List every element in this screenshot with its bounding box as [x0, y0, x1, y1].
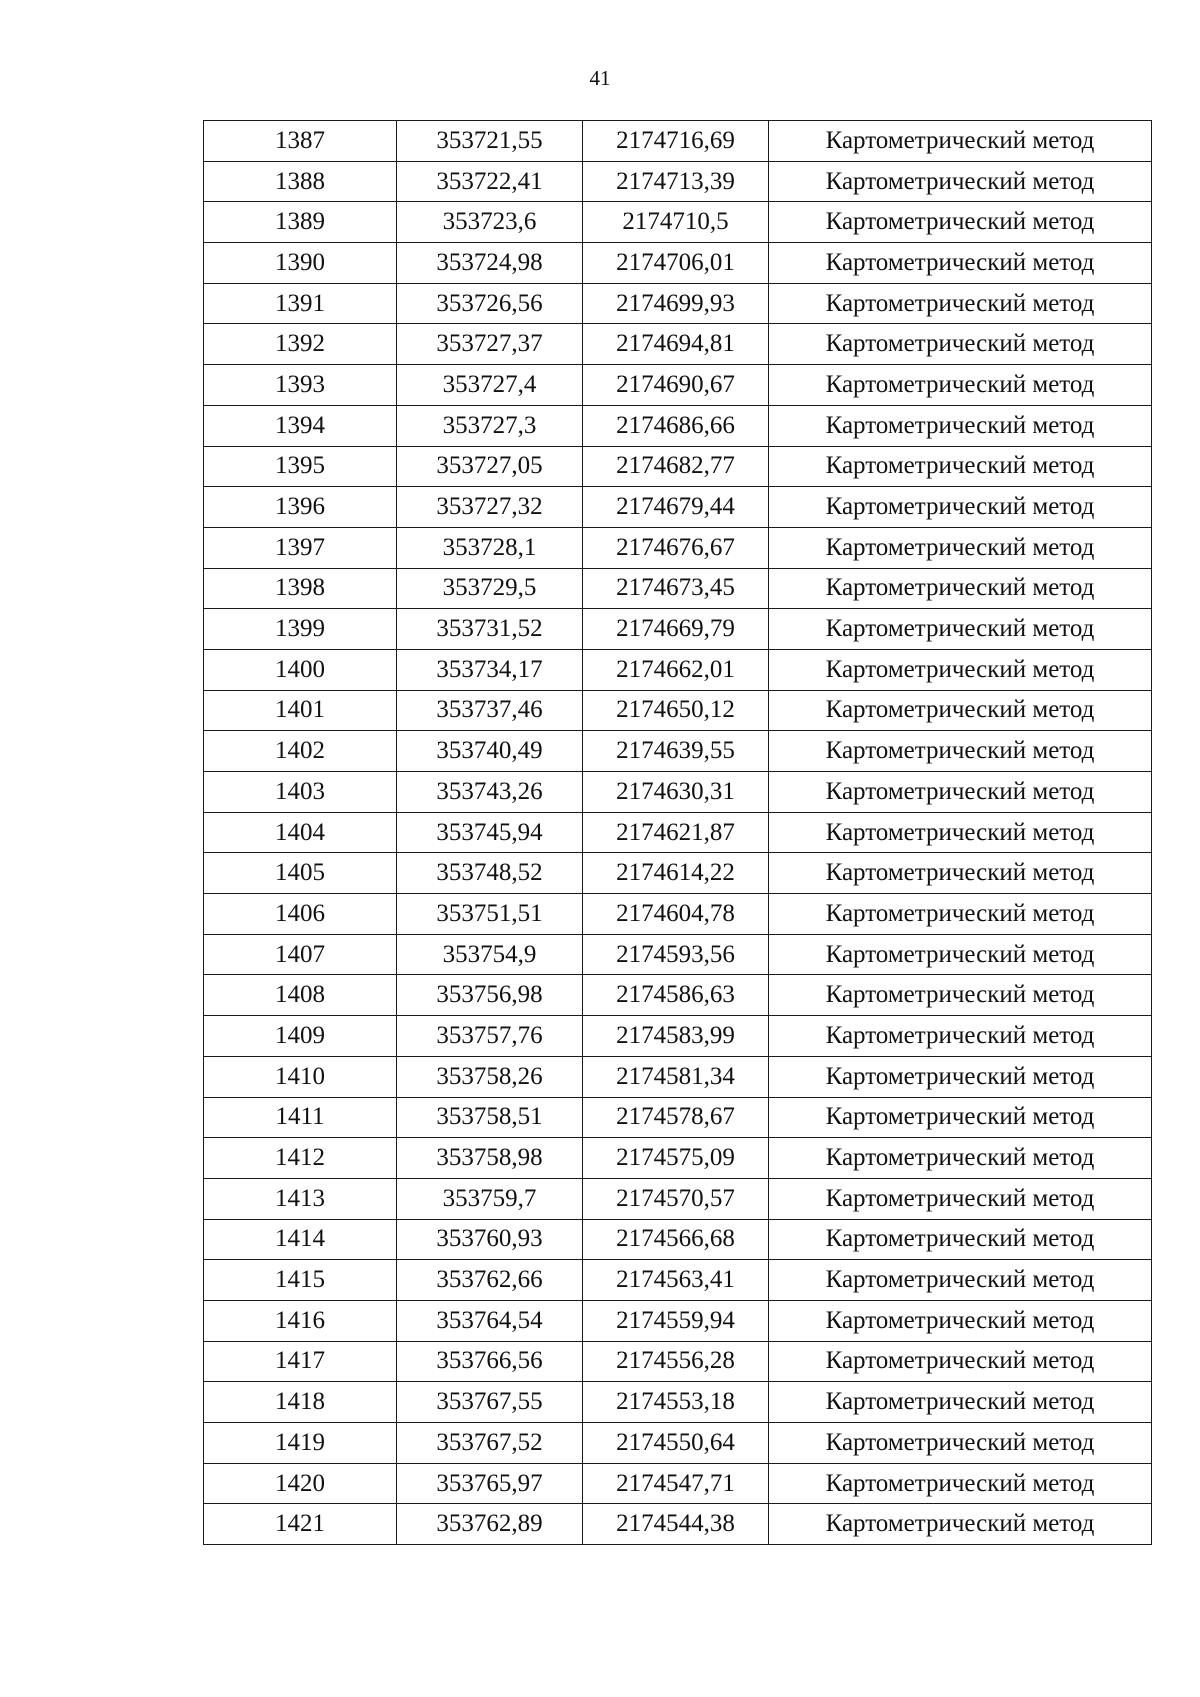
x-coordinate-cell: 353762,89 — [397, 1504, 583, 1545]
table-row — [204, 1300, 1152, 1341]
x-coordinate-cell: 353724,98 — [397, 243, 583, 284]
point-number-cell: 1405 — [204, 853, 397, 894]
y-coordinate-cell: 2174559,94 — [583, 1300, 769, 1341]
point-number-cell: 1415 — [204, 1260, 397, 1301]
x-coordinate-cell: 353727,05 — [397, 446, 583, 487]
table-row — [204, 365, 1152, 406]
table-row — [204, 812, 1152, 853]
x-coordinate-cell: 353748,52 — [397, 853, 583, 894]
y-coordinate-cell: 2174673,45 — [583, 568, 769, 609]
table-row — [204, 649, 1152, 690]
y-coordinate-cell: 2174544,38 — [583, 1504, 769, 1545]
point-number-cell: 1393 — [204, 365, 397, 406]
y-coordinate-cell: 2174614,22 — [583, 853, 769, 894]
method-cell: Картометрический метод — [769, 1463, 1152, 1504]
x-coordinate-cell: 353758,98 — [397, 1138, 583, 1179]
point-number-cell: 1398 — [204, 568, 397, 609]
table-row — [204, 1463, 1152, 1504]
table-row — [204, 1138, 1152, 1179]
point-number-cell: 1394 — [204, 405, 397, 446]
method-cell: Картометрический метод — [769, 365, 1152, 406]
method-cell: Картометрический метод — [769, 1300, 1152, 1341]
point-number-cell: 1414 — [204, 1219, 397, 1260]
point-number-cell: 1396 — [204, 487, 397, 528]
table-row — [204, 1097, 1152, 1138]
y-coordinate-cell: 2174639,55 — [583, 731, 769, 772]
table-row — [204, 243, 1152, 284]
method-cell: Картометрический метод — [769, 1016, 1152, 1057]
y-coordinate-cell: 2174682,77 — [583, 446, 769, 487]
table-row — [204, 405, 1152, 446]
point-number-cell: 1406 — [204, 894, 397, 935]
method-cell: Картометрический метод — [769, 487, 1152, 528]
y-coordinate-cell: 2174575,09 — [583, 1138, 769, 1179]
x-coordinate-cell: 353722,41 — [397, 161, 583, 202]
y-coordinate-cell: 2174694,81 — [583, 324, 769, 365]
method-cell: Картометрический метод — [769, 121, 1152, 162]
point-number-cell: 1400 — [204, 649, 397, 690]
x-coordinate-cell: 353754,9 — [397, 934, 583, 975]
y-coordinate-cell: 2174570,57 — [583, 1178, 769, 1219]
point-number-cell: 1409 — [204, 1016, 397, 1057]
y-coordinate-cell: 2174650,12 — [583, 690, 769, 731]
method-cell: Картометрический метод — [769, 324, 1152, 365]
y-coordinate-cell: 2174547,71 — [583, 1463, 769, 1504]
method-cell: Картометрический метод — [769, 812, 1152, 853]
point-number-cell: 1391 — [204, 283, 397, 324]
x-coordinate-cell: 353765,97 — [397, 1463, 583, 1504]
table-row — [204, 975, 1152, 1016]
point-number-cell: 1412 — [204, 1138, 397, 1179]
method-cell: Картометрический метод — [769, 527, 1152, 568]
point-number-cell: 1407 — [204, 934, 397, 975]
x-coordinate-cell: 353721,55 — [397, 121, 583, 162]
method-cell: Картометрический метод — [769, 690, 1152, 731]
x-coordinate-cell: 353766,56 — [397, 1341, 583, 1382]
x-coordinate-cell: 353737,46 — [397, 690, 583, 731]
x-coordinate-cell: 353727,37 — [397, 324, 583, 365]
method-cell: Картометрический метод — [769, 1178, 1152, 1219]
method-cell: Картометрический метод — [769, 446, 1152, 487]
table-row — [204, 1423, 1152, 1464]
x-coordinate-cell: 353767,55 — [397, 1382, 583, 1423]
point-number-cell: 1410 — [204, 1056, 397, 1097]
table-row — [204, 1504, 1152, 1545]
method-cell: Картометрический метод — [769, 649, 1152, 690]
point-number-cell: 1421 — [204, 1504, 397, 1545]
point-number-cell: 1397 — [204, 527, 397, 568]
y-coordinate-cell: 2174713,39 — [583, 161, 769, 202]
point-number-cell: 1419 — [204, 1423, 397, 1464]
method-cell: Картометрический метод — [769, 1138, 1152, 1179]
y-coordinate-cell: 2174669,79 — [583, 609, 769, 650]
y-coordinate-cell: 2174716,69 — [583, 121, 769, 162]
x-coordinate-cell: 353756,98 — [397, 975, 583, 1016]
method-cell: Картометрический метод — [769, 934, 1152, 975]
x-coordinate-cell: 353757,76 — [397, 1016, 583, 1057]
x-coordinate-cell: 353723,6 — [397, 202, 583, 243]
point-number-cell: 1411 — [204, 1097, 397, 1138]
x-coordinate-cell: 353728,1 — [397, 527, 583, 568]
table-row — [204, 894, 1152, 935]
table-row — [204, 772, 1152, 813]
table-row — [204, 690, 1152, 731]
table-row — [204, 527, 1152, 568]
point-number-cell: 1404 — [204, 812, 397, 853]
table-row — [204, 609, 1152, 650]
method-cell: Картометрический метод — [769, 772, 1152, 813]
point-number-cell: 1402 — [204, 731, 397, 772]
point-number-cell: 1401 — [204, 690, 397, 731]
y-coordinate-cell: 2174550,64 — [583, 1423, 769, 1464]
y-coordinate-cell: 2174566,68 — [583, 1219, 769, 1260]
y-coordinate-cell: 2174699,93 — [583, 283, 769, 324]
x-coordinate-cell: 353726,56 — [397, 283, 583, 324]
point-number-cell: 1389 — [204, 202, 397, 243]
y-coordinate-cell: 2174662,01 — [583, 649, 769, 690]
method-cell: Картометрический метод — [769, 1056, 1152, 1097]
x-coordinate-cell: 353760,93 — [397, 1219, 583, 1260]
table-row — [204, 161, 1152, 202]
x-coordinate-cell: 353729,5 — [397, 568, 583, 609]
point-number-cell: 1392 — [204, 324, 397, 365]
coordinates-table — [203, 120, 1152, 1545]
point-number-cell: 1413 — [204, 1178, 397, 1219]
x-coordinate-cell: 353759,7 — [397, 1178, 583, 1219]
x-coordinate-cell: 353758,51 — [397, 1097, 583, 1138]
y-coordinate-cell: 2174578,67 — [583, 1097, 769, 1138]
method-cell: Картометрический метод — [769, 568, 1152, 609]
page-number: 41 — [589, 66, 611, 90]
method-cell: Картометрический метод — [769, 161, 1152, 202]
y-coordinate-cell: 2174676,67 — [583, 527, 769, 568]
table-row — [204, 731, 1152, 772]
method-cell: Картометрический метод — [769, 975, 1152, 1016]
point-number-cell: 1395 — [204, 446, 397, 487]
table-row — [204, 324, 1152, 365]
y-coordinate-cell: 2174686,66 — [583, 405, 769, 446]
y-coordinate-cell: 2174604,78 — [583, 894, 769, 935]
y-coordinate-cell: 2174679,44 — [583, 487, 769, 528]
y-coordinate-cell: 2174593,56 — [583, 934, 769, 975]
x-coordinate-cell: 353758,26 — [397, 1056, 583, 1097]
x-coordinate-cell: 353727,32 — [397, 487, 583, 528]
table-row — [204, 283, 1152, 324]
table-row — [204, 1382, 1152, 1423]
point-number-cell: 1388 — [204, 161, 397, 202]
x-coordinate-cell: 353762,66 — [397, 1260, 583, 1301]
method-cell: Картометрический метод — [769, 202, 1152, 243]
point-number-cell: 1399 — [204, 609, 397, 650]
table-row — [204, 1260, 1152, 1301]
method-cell: Картометрический метод — [769, 243, 1152, 284]
y-coordinate-cell: 2174556,28 — [583, 1341, 769, 1382]
table-row — [204, 121, 1152, 162]
x-coordinate-cell: 353727,3 — [397, 405, 583, 446]
table-row — [204, 1056, 1152, 1097]
y-coordinate-cell: 2174586,63 — [583, 975, 769, 1016]
point-number-cell: 1420 — [204, 1463, 397, 1504]
y-coordinate-cell: 2174710,5 — [583, 202, 769, 243]
x-coordinate-cell: 353727,4 — [397, 365, 583, 406]
x-coordinate-cell: 353764,54 — [397, 1300, 583, 1341]
table-row — [204, 446, 1152, 487]
method-cell: Картометрический метод — [769, 609, 1152, 650]
method-cell: Картометрический метод — [769, 894, 1152, 935]
x-coordinate-cell: 353734,17 — [397, 649, 583, 690]
method-cell: Картометрический метод — [769, 1260, 1152, 1301]
x-coordinate-cell: 353743,26 — [397, 772, 583, 813]
method-cell: Картометрический метод — [769, 283, 1152, 324]
point-number-cell: 1417 — [204, 1341, 397, 1382]
method-cell: Картометрический метод — [769, 1341, 1152, 1382]
method-cell: Картометрический метод — [769, 1097, 1152, 1138]
y-coordinate-cell: 2174583,99 — [583, 1016, 769, 1057]
method-cell: Картометрический метод — [769, 1504, 1152, 1545]
x-coordinate-cell: 353767,52 — [397, 1423, 583, 1464]
method-cell: Картометрический метод — [769, 1423, 1152, 1464]
table-row — [204, 568, 1152, 609]
method-cell: Картометрический метод — [769, 405, 1152, 446]
table-row — [204, 202, 1152, 243]
point-number-cell: 1418 — [204, 1382, 397, 1423]
method-cell: Картометрический метод — [769, 1219, 1152, 1260]
method-cell: Картометрический метод — [769, 853, 1152, 894]
point-number-cell: 1408 — [204, 975, 397, 1016]
x-coordinate-cell: 353740,49 — [397, 731, 583, 772]
point-number-cell: 1403 — [204, 772, 397, 813]
x-coordinate-cell: 353751,51 — [397, 894, 583, 935]
coordinates-table-body — [204, 121, 1152, 1545]
y-coordinate-cell: 2174621,87 — [583, 812, 769, 853]
y-coordinate-cell: 2174630,31 — [583, 772, 769, 813]
table-row — [204, 487, 1152, 528]
table-row — [204, 934, 1152, 975]
table-row — [204, 1219, 1152, 1260]
y-coordinate-cell: 2174690,67 — [583, 365, 769, 406]
table-row — [204, 1016, 1152, 1057]
y-coordinate-cell: 2174563,41 — [583, 1260, 769, 1301]
method-cell: Картометрический метод — [769, 1382, 1152, 1423]
y-coordinate-cell: 2174706,01 — [583, 243, 769, 284]
x-coordinate-cell: 353745,94 — [397, 812, 583, 853]
point-number-cell: 1387 — [204, 121, 397, 162]
table-row — [204, 1341, 1152, 1382]
table-row — [204, 1178, 1152, 1219]
method-cell: Картометрический метод — [769, 731, 1152, 772]
point-number-cell: 1416 — [204, 1300, 397, 1341]
y-coordinate-cell: 2174553,18 — [583, 1382, 769, 1423]
point-number-cell: 1390 — [204, 243, 397, 284]
y-coordinate-cell: 2174581,34 — [583, 1056, 769, 1097]
table-row — [204, 853, 1152, 894]
x-coordinate-cell: 353731,52 — [397, 609, 583, 650]
